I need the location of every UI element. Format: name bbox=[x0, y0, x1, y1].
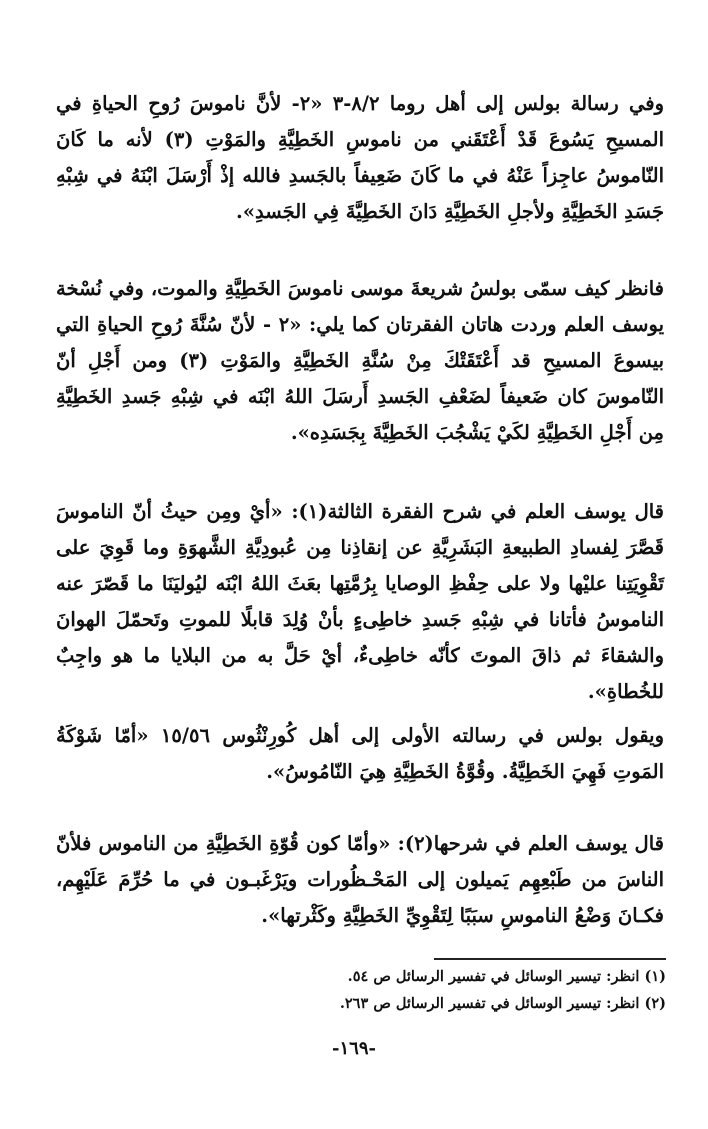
footnote-1: (١) انظر: تيسير الوسائل في تفسير الرسائل ص ٥٤. bbox=[347, 968, 666, 985]
body-paragraph-explanation: قال يوسف العلم في شرح الفقرة الثالثة(١): «أيْ ومِن حيثُ أنّ الناموسَ قَصَّرَ لِفسادِ الطبيعةِ البَشَرِيَّةِ عن إنقاذِنا مِن عُبودِيَّةِ الشَّهوَةِ وما قَوِيَ على تَقْوِيَتِنا عليْها ولا على حِفْظِ الوصايا بِرُمَّتِها بعَثَ اللهُ ابْنَه ليُوليَنَا ما قَصّرَ عنه الناموسُ فأتانا في شِبْهِ جَسدِ خاطِىءٍ بأنْ وُلِدَ قابلًا للموتِ وتَحمّلَ الهوانَ والشقاءَ ثم ذاقَ الموتَ كأنّه خاطِىءٌ، أيْ حَلَّ به من البلايا ما هو واجِبٌ للخُطاةِ». bbox=[56, 500, 664, 703]
page-number: -١٦٩- bbox=[332, 1038, 376, 1059]
footnote-2: (٢) انظر: تيسير الوسائل في تفسير الرسائل ص ٢٦٣. bbox=[339, 995, 666, 1012]
body-paragraph-commentary: فانظر كيف سمّى بولسُ شريعةَ موسى ناموسَ الخَطِيَّةِ والموت، وفي نُسْخة يوسف العلم وردت هاتان الفقرتان كما يلي: «٢ - لأنّ سُنَّةَ رُوحِ الحياةِ التي بيسوعَ المسيحِ قد أَعْتَقَتْكَ مِنْ سُنَّةِ الخَطِيَّةِ والمَوْتِ (٣) ومن أَجْلِ أنّ النّاموسَ كان ضَعيفاً لضَعْفِ الجَسدِ أَرسَلَ اللهُ ابْنَه في شِبْهِ جَسدِ الخَطِيَّةِ مِن أَجْلِ الخَطِيَّةِ لكَيْ يَشْجُبَ الخَطِيَّةَ بِجَسَدِه». bbox=[56, 277, 665, 444]
footnote-divider bbox=[434, 958, 666, 960]
body-paragraph-romans: وفي رسالة بولس إلى أهل روما ٨/٢-٣ «٢- لأنَّ ناموسَ رُوحِ الحياةِ في المسيحِ يَسُوعَ قَدْ أَعْتَقَني من ناموسِ الخَطِيَّةِ والمَوْتِ (٣) لأنه ما كَانَ النّاموسُ عاجِزاً عَنْهُ في ما كَانَ ضَعِيفاً بالجَسدِ فالله إذْ أَرْسَلَ ابْنَهُ في شِبْهِ جَسَدِ الخَطِيَّةِ ولأجلِ الخَطِيَّةِ دَانَ الخَطِيَّةَ فِي الجَسدِ». bbox=[56, 92, 665, 223]
body-paragraph-corinthians: ويقول بولس في رسالته الأولى إلى أهل كُورِنْثُوس ١٥/٥٦ «أمّا شَوْكَةُ المَوتِ فَهِيَ الخَطِيَّةُ. وقُوَّةُ الخَطِيَّةِ هِيَ النّامُوسُ». bbox=[56, 724, 664, 783]
body-paragraph-explanation-2: قال يوسف العلم في شرحها(٢): «وأمّا كون قُوّةِ الخَطِيَّةِ من الناموس فلأنّ الناسَ من طَبْعِهِم يَميلون إلى المَحْـظُورات ويَرْغَبـون في ما حُرِّمَ عَلَيْهِم، فكـانَ وَضْعُ الناموسِ سبَبًا لِتَقْوِيِّ الخَطِيَّةِ وكَثْرتها». bbox=[56, 832, 664, 927]
